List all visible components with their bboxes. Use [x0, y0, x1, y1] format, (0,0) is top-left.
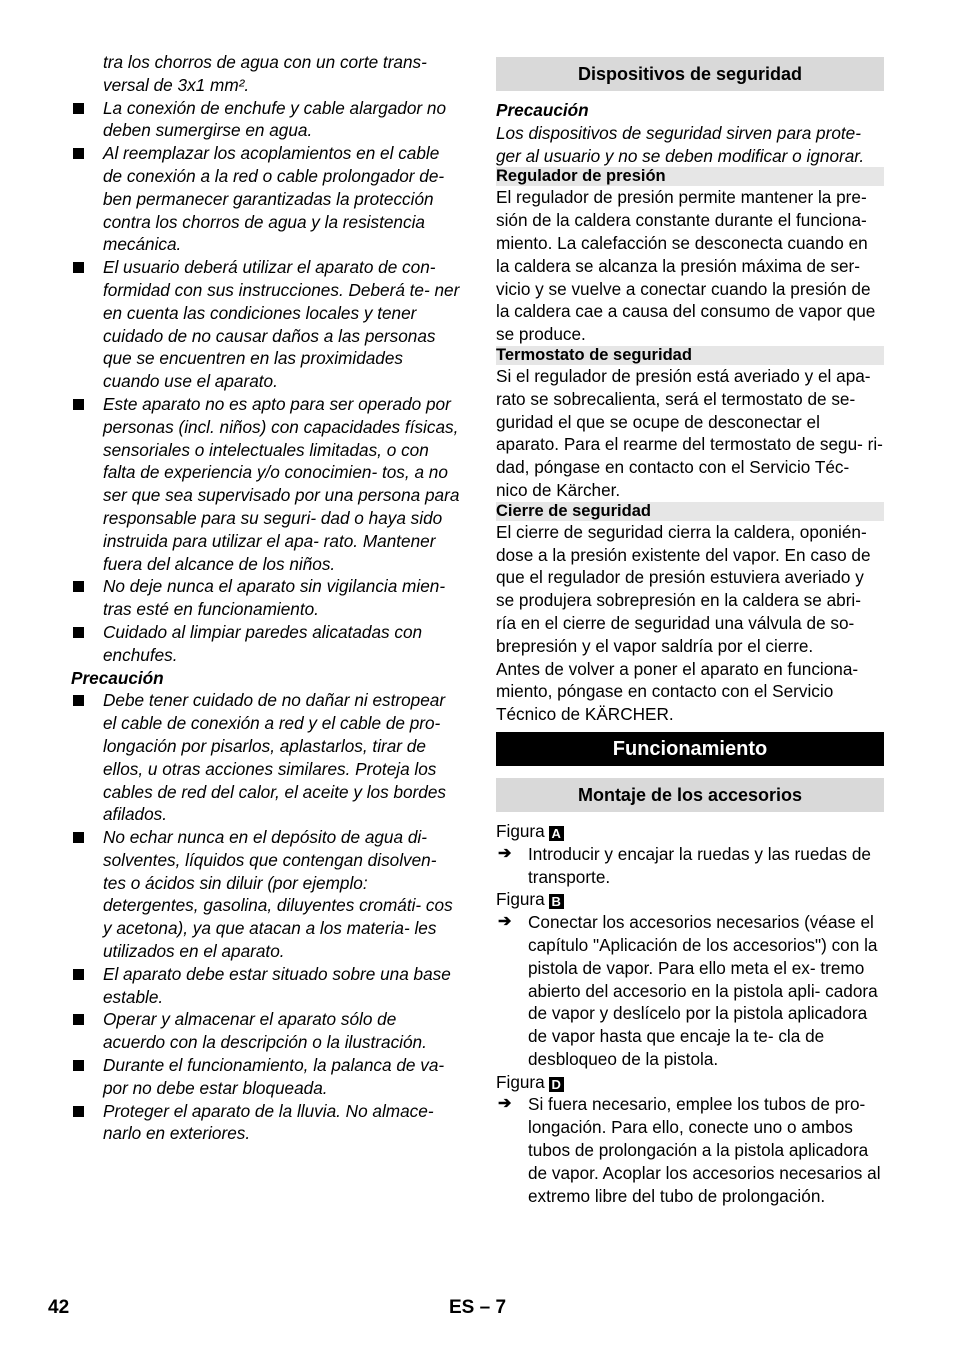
- safety-thermostat-text: Si el regulador de presión está averiado y el apa- rato se sobrecalienta, será el termostato de se- guridad el que se ocupe de desconectar el aparato. Para el rearme del termostato de segu- ri-dad, póngase en contacto con el Servicio Téc- nico de Kärcher.: [496, 365, 883, 500]
- list-item: Al reemplazar los acoplamientos en el cable de conexión a la red o cable prolongador de- ben permanecer garantizadas la protección contra los chorros de agua y la resistencia mecánica.: [71, 142, 461, 256]
- figure-a-icon: A: [549, 826, 564, 841]
- bullet-list-2: [71, 689, 461, 1145]
- list-item: El aparato debe estar situado sobre una base estable.: [71, 963, 461, 1009]
- safety-devices-heading: Dispositivos de seguridad: [496, 57, 884, 91]
- bullet-square-icon: [73, 148, 84, 159]
- bullet-square-icon: [73, 1014, 84, 1025]
- figure-b-label: Figura B: [496, 888, 884, 911]
- step-a: ➔ Introducir y encajar la ruedas y las ruedas de transporte.: [498, 843, 871, 887]
- left-column: [71, 51, 461, 1145]
- list-item: Operar y almacenar el aparato sólo de acuerdo con la descripción o la ilustración.: [71, 1008, 461, 1054]
- list-item: Durante el funcionamiento, la palanca de va- por no debe estar bloqueada.: [71, 1054, 461, 1100]
- caution-text: Los dispositivos de seguridad sirven para prote- ger al usuario y no se deben modificar o ignorar.: [496, 122, 865, 166]
- list-item: Debe tener cuidado de no dañar ni estropear el cable de conexión a red y el cable de pro- longación por pisarlos, aplastarlos, tirar de ellos, u otras acciones similares. Proteja los cables de red del calor, el aceite y los bordes afilados.: [71, 689, 461, 826]
- arrow-right-icon: ➔: [498, 844, 512, 862]
- bullet-square-icon: [73, 581, 84, 592]
- safety-lock-text-2: Antes de volver a poner el aparato en funciona- miento, póngase en contacto con el Servicio Técnico de KÄRCHER.: [496, 658, 859, 725]
- bullet-square-icon: [73, 1060, 84, 1071]
- bullet-square-icon: [73, 262, 84, 273]
- safety-thermostat-heading: Termostato de seguridad: [496, 346, 884, 365]
- accessories-heading: Montaje de los accesorios: [496, 778, 884, 812]
- bullet-square-icon: [73, 1106, 84, 1117]
- bullet-square-icon: [73, 695, 84, 706]
- list-item: Este aparato no es apto para ser operado por personas (incl. niños) con capacidades físicas, sensoriales o intelectuales limitadas, o con falta de experiencia y/o conocimien- tos, a no ser que sea supervisado por una persona para responsable para su seguri- dad o haya sido instruida para utilizar el apa- rato. Mantener fuera del alcance de los niños.: [71, 393, 461, 575]
- pressure-regulator-heading: Regulador de presión: [496, 167, 884, 186]
- right-column: [496, 51, 884, 1207]
- pressure-regulator-text: El regulador de presión permite mantener la pre- sión de la caldera constante durante el funciona- miento. La calefacción se desconecta cuando en la caldera se alcanza la presión máxima de ser- vicio y se vuelve a conectar cuando la presión de la caldera cae a causa del consumo de vapor que se produce.: [496, 187, 876, 345]
- safety-lock-text: El cierre de seguridad cierra la caldera, oponién- dose a la presión existente del vapor. En caso de que el regulador de presión estuviera averiado y se produjera sobrepresión en la caldera se abri- ría en el cierre de seguridad una válvula de so- brepresión y el vapor saldría por el cierre.: [496, 521, 871, 656]
- list-item: El usuario deberá utilizar el aparato de con- formidad con sus instrucciones. Deberá te- ner en cuenta las condiciones locales y tener cuidado de no causar daños a las personas que se encuentren en las proximidades cuando use el aparato.: [71, 256, 461, 393]
- bullet-square-icon: [73, 627, 84, 638]
- arrow-right-icon: ➔: [498, 1095, 512, 1113]
- bullet-square-icon: [73, 969, 84, 980]
- list-item: No deje nunca el aparato sin vigilancia mien- tras esté en funcionamiento.: [71, 575, 461, 621]
- operation-heading: Funcionamiento: [496, 732, 884, 766]
- continued-text: tra los chorros de agua con un corte trans- versal de 3x1 mm².: [103, 52, 427, 95]
- list-item: La conexión de enchufe y cable alargador no deben sumergirse en agua.: [71, 97, 461, 143]
- list-item: Proteger el aparato de la lluvia. No almace- narlo en exteriores.: [71, 1100, 461, 1146]
- page-number: 42: [48, 1297, 70, 1318]
- list-item: No echar nunca en el depósito de agua di- solventes, líquidos que contengan disolven- tes o ácidos sin diluir (por ejemplo: detergentes, gasolina, diluyentes cromáti- cos y acetona), ya que atacan a los materia- les utilizados en el aparato.: [71, 826, 461, 963]
- figure-b-icon: B: [549, 894, 564, 909]
- step-b: ➔ Conectar los accesorios necesarios (véase el capítulo "Aplicación de los accesorios") con la pistola de vapor. Para ello meta el ex- tremo abierto del accesorio en la pistola apli- cadora de vapor y deslícelo por la pistola aplicadora de vapor hasta que encaje la te- cla de desbloqueo de la pistola.: [498, 912, 878, 1069]
- bullet-square-icon: [73, 103, 84, 114]
- page-label: ES – 7: [449, 1297, 507, 1318]
- bullet-list-1: [71, 97, 461, 667]
- caution-label: Precaución: [496, 100, 589, 120]
- step-d: ➔ Si fuera necesario, emplee los tubos de pro- longación. Para ello, conecte uno o ambos tubos de prolongación a la pistola aplicadora de vapor. Acoplar los accesorios necesarios al extremo libre del tubo de prolongación.: [498, 1094, 881, 1206]
- bullet-square-icon: [73, 399, 84, 410]
- caution-label: Precaución: [71, 667, 164, 688]
- figure-d-icon: D: [549, 1077, 564, 1092]
- figure-d-label: Figura D: [496, 1071, 884, 1094]
- figure-a-label: Figura A: [496, 820, 884, 843]
- bullet-square-icon: [73, 832, 84, 843]
- safety-lock-heading: Cierre de seguridad: [496, 502, 884, 521]
- arrow-right-icon: ➔: [498, 913, 512, 931]
- list-item: Cuidado al limpiar paredes alicatadas con enchufes.: [71, 621, 461, 667]
